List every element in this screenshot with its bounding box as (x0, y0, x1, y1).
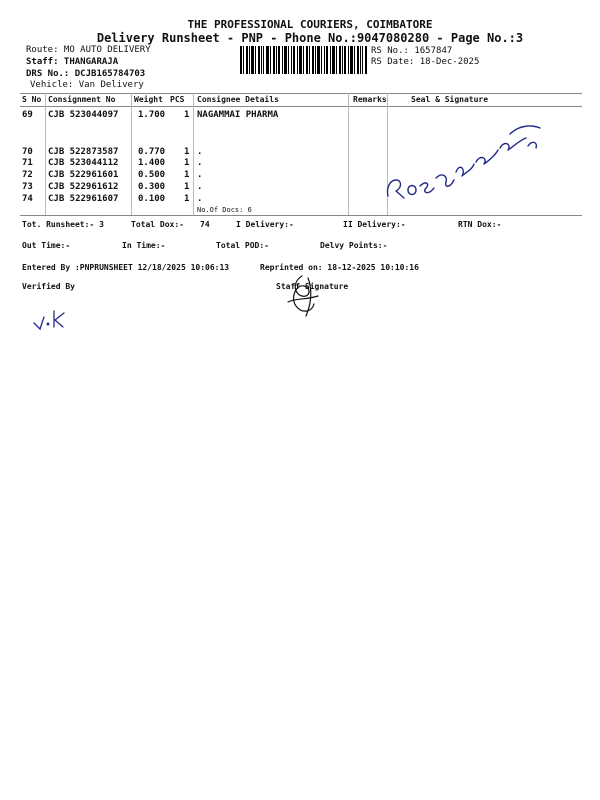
row-sno: 73 (22, 182, 33, 192)
row-consignee: . (197, 194, 203, 204)
row-sno: 70 (22, 147, 33, 157)
reprinted-on: Reprinted on: 18-12-2025 10:10:16 (260, 263, 419, 272)
company-title: THE PROFESSIONAL COURIERS, COIMBATORE (187, 18, 433, 31)
row-consignee: NAGAMMAI PHARMA (197, 110, 279, 120)
verified-by: Verified By (22, 282, 75, 291)
row-consignment: CJB 523044097 (48, 110, 119, 120)
rs-date: RS Date: 18-Dec-2025 (371, 57, 480, 67)
ii-delivery: II Delivery:- (343, 220, 406, 229)
col-sep (348, 93, 349, 215)
row-consignment: CJB 522961612 (48, 182, 119, 192)
col-remarks: Remarks (353, 95, 387, 104)
row-weight: 0.300 (138, 182, 166, 192)
row-weight: 1.700 (138, 110, 166, 120)
row-consignee: . (197, 158, 203, 168)
barcode-image (240, 46, 368, 74)
rtn-dox: RTN Dox:- (458, 220, 502, 229)
row-pcs: 1 (184, 110, 190, 120)
row-sno: 72 (22, 170, 33, 180)
staff-label: Staff: THANGARAJA (26, 57, 119, 67)
row-pcs: 1 (184, 194, 190, 204)
table-bottom-rule (20, 215, 582, 216)
row-weight: 0.100 (138, 194, 166, 204)
col-sep (131, 93, 132, 215)
runsheet-subtitle: Delivery Runsheet - PNP - Phone No.:9047080280 - Page No.:3 (96, 31, 524, 45)
table-header-rule (20, 106, 582, 107)
delvy-points: Delvy Points:- (320, 241, 388, 250)
row-sno: 71 (22, 158, 33, 168)
staff-signature-scribble (282, 272, 328, 322)
row-consignment: CJB 522873587 (48, 147, 119, 157)
staff-signature-label: Staff Signature (276, 282, 349, 291)
i-delivery: I Delivery:- (236, 220, 294, 229)
rs-number: RS No.: 1657847 (371, 46, 453, 56)
row-pcs: 1 (184, 182, 190, 192)
col-sep (45, 93, 46, 215)
row-consignee: . (197, 147, 203, 157)
row-weight: 1.400 (138, 158, 166, 168)
row-consignee: . (197, 182, 203, 192)
vehicle-label: Vehicle: Van Delivery (30, 80, 144, 90)
row-weight: 0.770 (138, 147, 166, 157)
total-dox-value: 74 (200, 220, 210, 229)
row-weight: 0.500 (138, 170, 166, 180)
col-weight: Weight (134, 95, 163, 104)
route-label: Route: MO AUTO DELIVERY (26, 45, 151, 55)
in-time: In Time:- (122, 241, 166, 250)
row-sno: 74 (22, 194, 33, 204)
receiver-signature (380, 118, 560, 208)
total-dox-label: Total Dox:- (131, 220, 184, 229)
col-consignee: Consignee Details (197, 95, 279, 104)
row-consignee: . (197, 170, 203, 180)
total-pod: Total POD:- (216, 241, 269, 250)
row-pcs: 1 (184, 158, 190, 168)
verifier-initials (30, 305, 80, 335)
row-consignment: CJB 522961601 (48, 170, 119, 180)
drs-number: DRS No.: DCJB165784703 (26, 69, 146, 79)
row-sno: 69 (22, 110, 33, 120)
row-pcs: 1 (184, 170, 190, 180)
row-pcs: 1 (184, 147, 190, 157)
no-of-docs: No.Of Docs: 6 (197, 206, 252, 214)
table-top-rule (20, 93, 582, 94)
col-sep (193, 93, 194, 215)
tot-runsheet: Tot. Runsheet:- 3 (22, 220, 104, 229)
col-sno: S No (22, 95, 42, 104)
col-consignment: Consignment No (48, 95, 116, 104)
col-seal-signature: Seal & Signature (411, 95, 489, 104)
entered-by: Entered By :PNPRUNSHEET 12/18/2025 10:06:13 (22, 263, 230, 272)
row-consignment: CJB 523044112 (48, 158, 119, 168)
out-time: Out Time:- (22, 241, 71, 250)
row-consignment: CJB 522961607 (48, 194, 119, 204)
col-pcs: PCS (170, 95, 185, 104)
